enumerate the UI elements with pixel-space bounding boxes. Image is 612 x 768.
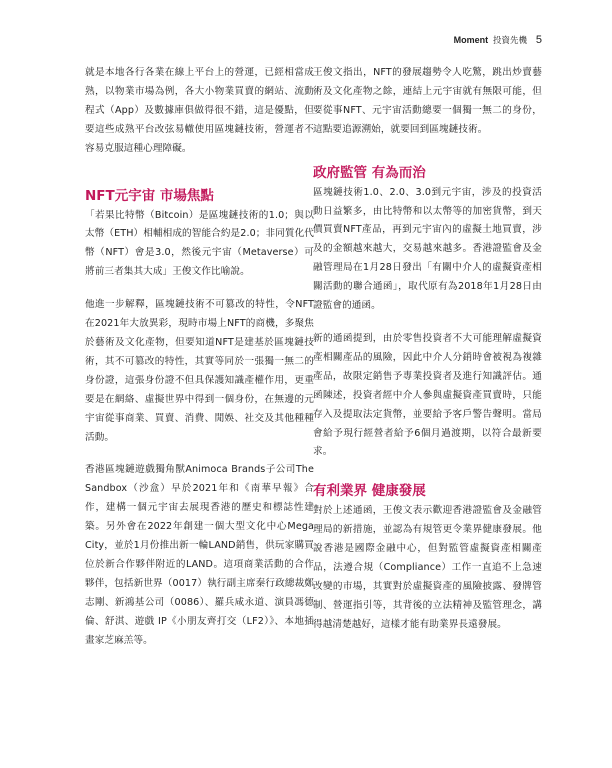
- section-heading-government-regulation: 政府監管 有為而治: [313, 164, 426, 181]
- section-heading-nft-metaverse: NFT元宇宙 市場焦點: [85, 187, 214, 204]
- regulation-paragraph-1: 區塊鏈技術1.0、2.0、3.0到元宇宙，涉及的投資活動日益繁多，由比特幣和以太幣等的加密貨幣，到天價買賣NFT產品，再到元宇宙內的虛擬土地買賣，涉及的金額越來越大，交易越來越多。香港證監會及金融管理局在1月28日發出「有關中介人的虛擬資產相關活動的聯合通函」，取代原有為2018年1月28日由證監會的通函。: [313, 186, 542, 312]
- nft-paragraph-1: 「若果比特幣（Bitcoin）是區塊鏈技術的1.0；與以太幣（ETH）相輔相成的智能合約是2.0；非同質化代幣（NFT）會是3.0，然後元宇宙（Metaverse）可將前三者集其大成」王俊文作比喻說。: [85, 209, 314, 278]
- regulation-paragraph-2: 新的通函提到，由於零售投資者不大可能理解虛擬資產相關產品的風險，因此中介人分銷時會被視為複雜產品，故限定銷售予專業投資者及進行知識評估。通函陳述，投資者經中介人參與虛擬資產買賣時，只能存入及提取法定貨幣，並要給予客戶警告聲明。當局會給予現行經營者給予6個月過渡期，以符合最新要求。: [313, 332, 542, 458]
- right-column: [313, 64, 542, 649]
- left-column: [85, 64, 314, 664]
- page-number: 5: [535, 34, 542, 46]
- section-heading-industry-development: 有利業界 健康發展: [313, 483, 426, 500]
- page-header: [454, 34, 542, 46]
- nft-paragraph-3: 香港區塊鏈遊戲獨角獸Animoca Brands子公司The Sandbox（沙盒）早於2021年和《南華早報》合作，建構一個元宇宙去展現香港的歷史和標誌性建築。另外會在2022年創建一個大型文化中心Mega City，並於1月份推出新一輪LAND銷售，供玩家購買位於新合作夥伴附近的LAND。這項商業活動的合作夥伴，包括新世界（0017）執行副主席秦行政總裁鄭志剛、新鴻基公司（0086）、羅兵咸永道、演員馮德倫、舒淇、遊戲 IP《小朋友齊打交（LF2）》、本地插畫家芝麻羔等。: [85, 464, 314, 646]
- left-intro-paragraph: 就是本地各行各業在線上平台上的營運，已經相當成熟，以物業市場為例，各大小物業買賣的網站、流動程式（App）及數據庫俱做得很不錯，這是優點，但要這些成熟平台改弦易轍使用區塊鏈技術，營運者不容易克服這種心理障礙。: [85, 67, 314, 154]
- magazine-brand: Moment: [453, 35, 489, 45]
- industry-paragraph-1: 對於上述通函，王俊文表示歡迎香港證監會及金融管理局的新措施，並認為有規管更令業界健康發展。他說香港是國際金融中心，但對監管虛擬資產相關產品，法遵合規（Compliance）工作一直追不上急速改變的市場，其實對於虛擬資產的風險披露、發牌管制、營運指引等，其背後的立法精神及監管理念，講得越清楚越好，這樣才能有助業界長遠發展。: [313, 505, 542, 630]
- section-name: 投資先機: [492, 36, 527, 46]
- nft-paragraph-2: 他進一步解釋，區塊鏈技術不可篡改的特性，令NFT在2021年大放異彩，現時市場上NFT的商機，多聚焦於藝術及文化產物，但要知道NFT是建基於區塊鏈技術，其不可篡改的特性，其實等同於一張獨一無二的身份證，這張身份證不但具保護知識產權作用，更重要是在網絡、虛擬世界中得到一個身份，在無邊的元宇宙從事商業、買賣、消費、閒娛、社交及其他種種活動。: [85, 299, 314, 443]
- right-intro-paragraph: 王俊文指出，NFT的發展趨勢令人吃驚，跳出炒賣藝術及文化產物之餘，連結上元宇宙就有無限可能，但要從事NFT、元宇宙活動總要一個獨一無二的身份，這點要追源溯始，就要回到區塊鏈技術。: [313, 67, 542, 135]
